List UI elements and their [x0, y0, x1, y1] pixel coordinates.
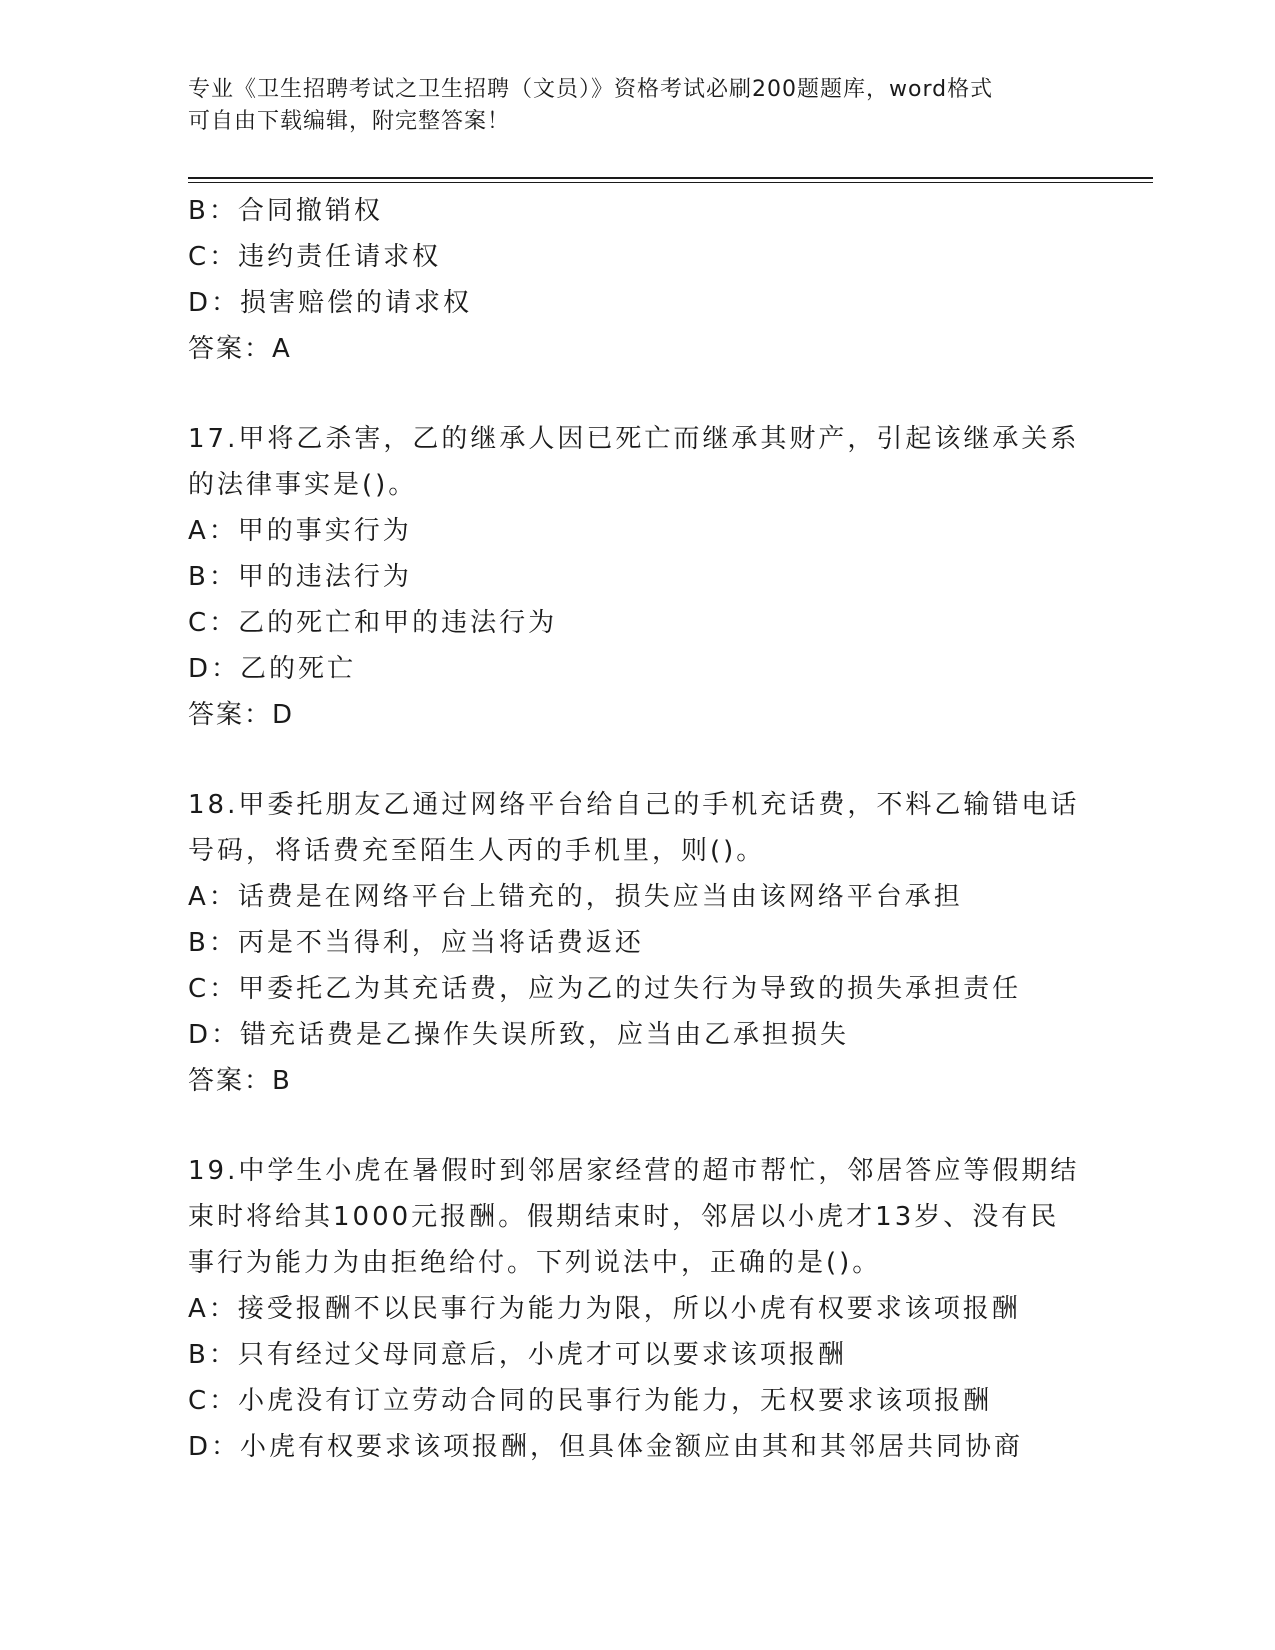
option-d: D：小虎有权要求该项报酬，但具体金额应由其和其邻居共同协商 [188, 1432, 1024, 1462]
document-body [188, 188, 1088, 1470]
answer-label: 答案： [188, 700, 273, 730]
answer-line [188, 1058, 1088, 1104]
question-18 [188, 782, 1088, 1104]
option-b: B：丙是不当得利，应当将话费返还 [188, 928, 644, 958]
answer-label: 答案： [188, 1066, 273, 1096]
answer-line [188, 692, 1088, 738]
option-c: C：小虎没有订立劳动合同的民事行为能力，无权要求该项报酬 [188, 1386, 993, 1416]
option-c: C：甲委托乙为其充话费，应为乙的过失行为导致的损失承担责任 [188, 974, 1022, 1004]
option-b: B：合同撤销权 [188, 196, 383, 226]
answer-value: B [272, 1066, 291, 1096]
option-d: D：乙的死亡 [188, 654, 357, 684]
header-line-1: 专业《卫生招聘考试之卫生招聘（文员）》资格考试必刷200题题库，word格式 [188, 77, 994, 102]
question-stem-line: 19.中学生小虎在暑假时到邻居家经营的超市帮忙，邻居答应等假期结 [188, 1156, 1080, 1186]
option-a: A：话费是在网络平台上错充的，损失应当由该网络平台承担 [188, 882, 963, 912]
question-stem-line: 17.甲将乙杀害，乙的继承人因已死亡而继承其财产，引起该继承关系 [188, 424, 1080, 454]
answer-line [188, 326, 1088, 372]
question-19 [188, 1148, 1088, 1470]
option-d: D：损害赔偿的请求权 [188, 288, 473, 318]
answer-value: D [272, 700, 294, 730]
option-c: C：违约责任请求权 [188, 242, 442, 272]
option-a: A：甲的事实行为 [188, 516, 412, 546]
question-17 [188, 416, 1088, 738]
option-c: C：乙的死亡和甲的违法行为 [188, 608, 558, 638]
question-16-continued [188, 188, 1088, 372]
header-divider-thick [188, 177, 1153, 179]
question-stem-line: 号码，将话费充至陌生人丙的手机里，则()。 [188, 836, 766, 866]
answer-value: A [272, 334, 291, 364]
option-d: D：错充话费是乙操作失误所致，应当由乙承担损失 [188, 1020, 850, 1050]
option-b: B：甲的违法行为 [188, 562, 412, 592]
option-a: A：接受报酬不以民事行为能力为限，所以小虎有权要求该项报酬 [188, 1294, 1021, 1324]
answer-label: 答案： [188, 334, 273, 364]
question-stem-line: 的法律事实是()。 [188, 470, 418, 500]
header-line-2: 可自由下载编辑，附完整答案！ [188, 109, 511, 134]
question-stem-line: 事行为能力为由拒绝给付。下列说法中，正确的是()。 [188, 1248, 882, 1278]
header-divider-thin [188, 182, 1153, 183]
document-header [188, 74, 1068, 138]
option-b: B：只有经过父母同意后，小虎才可以要求该项报酬 [188, 1340, 847, 1370]
question-stem-line: 束时将给其1000元报酬。假期结束时，邻居以小虎才13岁、没有民 [188, 1202, 1060, 1232]
question-stem-line: 18.甲委托朋友乙通过网络平台给自己的手机充话费，不料乙输错电话 [188, 790, 1080, 820]
